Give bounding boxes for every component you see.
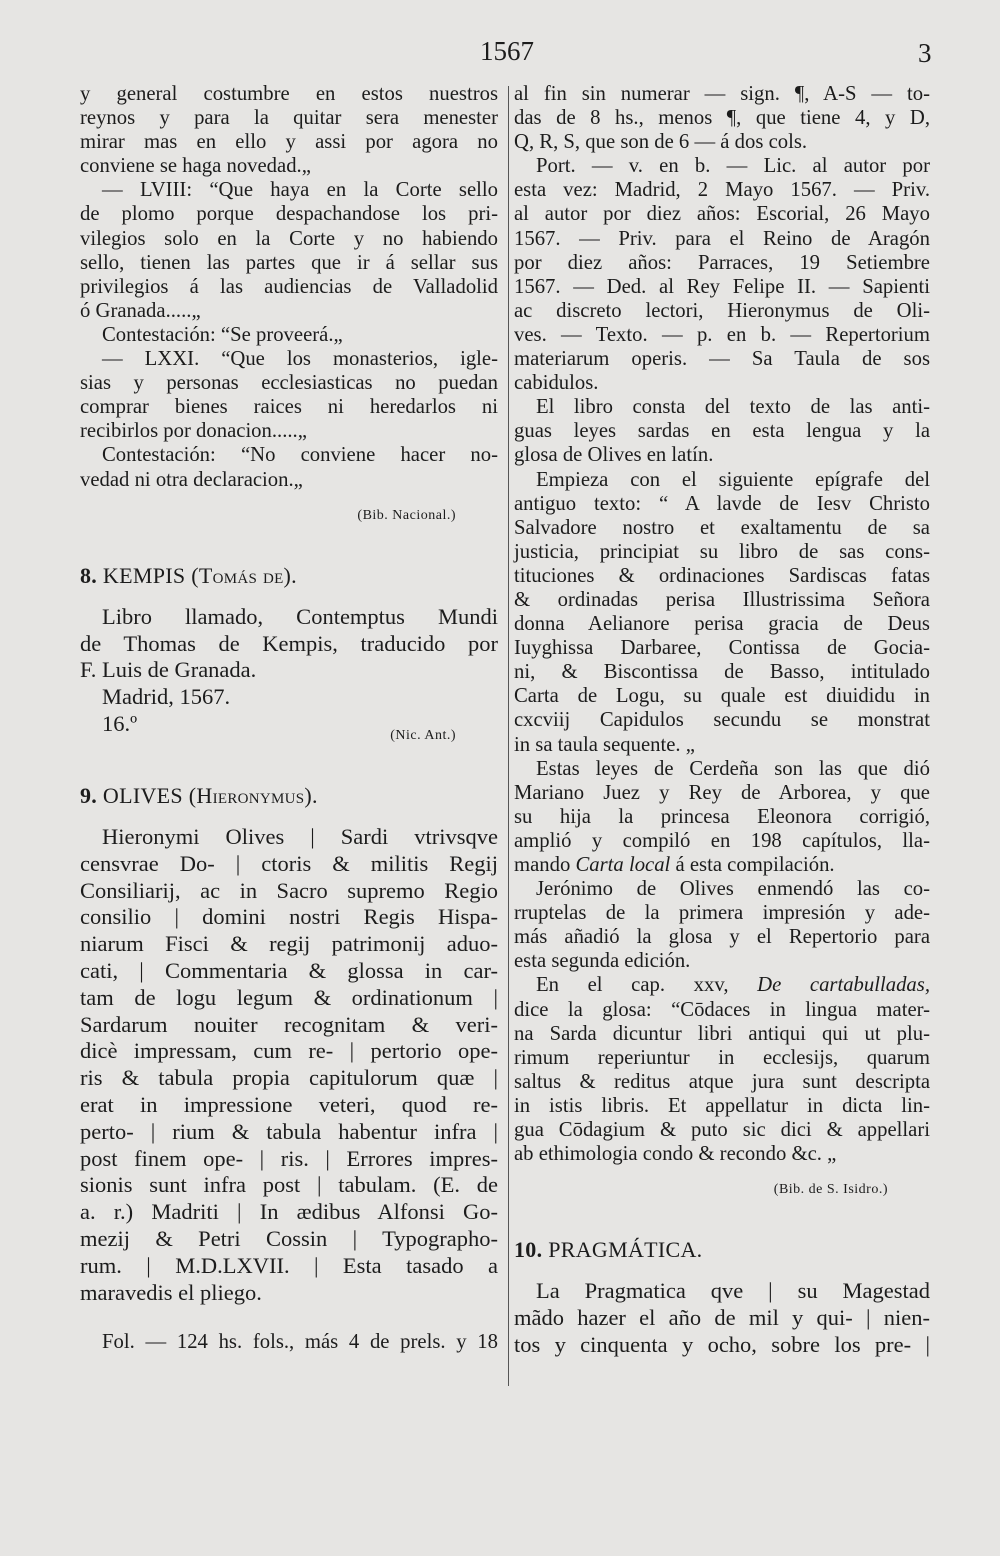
right-column xyxy=(514,82,930,1359)
text-line xyxy=(514,973,930,997)
entry-author-paren: (Tomás de). xyxy=(191,562,297,588)
text-line: Hieronymi Olives | Sardi vtrivsqve xyxy=(102,823,498,849)
text-line: 1567. — Ded. al Rey Felipe II. — Sapienti xyxy=(514,275,930,298)
text-line: cati, | Commentaria & glossa in car- xyxy=(80,957,498,983)
text-line: tos y cinquenta y ocho, sobre los pre- | xyxy=(514,1332,930,1357)
reply-2 xyxy=(80,443,498,491)
text-line: rimum reperiuntur in ecclesijs, quarum xyxy=(514,1046,930,1069)
paragraph-leyes xyxy=(514,757,930,877)
text-line: por diez años: Parraces, 19 Setiembre xyxy=(514,251,930,274)
collation-cont xyxy=(514,82,930,154)
text-line: rum. | M.D.LXVII. | Esta tasado a xyxy=(80,1252,498,1278)
text-line: cabidulos. xyxy=(514,372,599,395)
entry-author: OLIVES xyxy=(102,782,183,808)
text-line: Mariano Juez y Rey de Arborea, y que xyxy=(514,781,930,804)
page-header-year: 1567 xyxy=(480,36,534,66)
text-run: á esta compilación. xyxy=(675,854,835,876)
text-line: cxcviij Capidulos secundu se monstrat xyxy=(514,709,930,732)
reply-line: Contestación: “Se proveerá.„ xyxy=(102,323,343,346)
paragraph-epigrafe xyxy=(514,468,930,757)
entry-title: PRAGMÁTICA. xyxy=(548,1237,703,1263)
text-line: niarum Fisci & regij patrimonij aduo- xyxy=(80,931,498,957)
paragraph-lxxi xyxy=(80,347,498,443)
paragraph-jeronimo xyxy=(514,877,930,973)
entry-9-body xyxy=(80,824,498,1306)
text-line: antiguo texto: “ A lavde de Iesv Christo xyxy=(514,492,930,515)
text-line: Port. — v. en b. — Lic. al autor por xyxy=(536,155,930,178)
text-line: mezij & Petri Cossin | Typographo- xyxy=(80,1225,498,1251)
entry-number: 8. xyxy=(80,562,98,588)
entry-heading-10 xyxy=(514,1238,930,1266)
italic-title: Carta local xyxy=(575,854,671,876)
entry-author: KEMPIS xyxy=(102,562,186,588)
text-line: más añadió la glosa y el Repertorio para xyxy=(514,926,930,949)
text-line: Salvadore nostro et exaltamentu de sa xyxy=(514,516,930,539)
text-line: guas leyes sardas en esta lengua y la xyxy=(514,420,930,443)
text-line: das de 8 hs., menos ¶, que tiene 4, y D, xyxy=(514,107,930,130)
paragraph-cont xyxy=(80,82,498,178)
text-line: materiarum operis. — Sa Taula de sos xyxy=(514,348,930,371)
text-line: rruptelas de la primera impresión y ade- xyxy=(514,902,930,925)
text-line: su hija la princesa Eleonora corrigió, xyxy=(514,805,930,828)
text-line: F. Luis de Granada. xyxy=(80,657,257,683)
paragraph-port xyxy=(514,154,930,395)
text-line: Empieza con el siguiente epígrafe del xyxy=(536,468,930,491)
text-line: post finem ope- | ris. | Errores impres- xyxy=(80,1145,498,1171)
text-line: esta segunda edición. xyxy=(514,950,691,973)
text-line: al fin sin numerar — sign. ¶, A-S — to- xyxy=(514,83,930,105)
text-line: in istis libris. Et appellatur in dicta lin- xyxy=(514,1094,930,1117)
text-run: mando xyxy=(514,854,571,876)
text-line: ni, & Biscontissa de Basso, intitulado xyxy=(514,661,930,684)
collation-line: Fol. — 124 hs. fols., más 4 de prels. y 18 xyxy=(102,1331,498,1354)
text-line: de Thomas de Kempis, traducido por xyxy=(80,630,498,656)
source-citation: (Bib. Nacional.) xyxy=(357,507,456,523)
entry-heading-9 xyxy=(80,784,498,812)
text-line: ris & tabula propia capitulorum quæ | xyxy=(80,1065,498,1091)
left-column xyxy=(80,82,498,1354)
text-line: Contestación: “No conviene hacer no- xyxy=(102,444,498,467)
column-divider xyxy=(508,86,509,1386)
text-line: glosa de Olives en latín. xyxy=(514,444,714,467)
text-line: al autor por diez años: Escorial, 26 Mayo xyxy=(514,203,930,226)
text-line: vedad ni otra declaracion.„ xyxy=(80,468,303,491)
text-line: perto- | rium & tabula habentur infra | xyxy=(80,1118,498,1144)
text-line: sello, tienen las partes que ir á sellar sus xyxy=(80,251,498,274)
text-line: y general costumbre en estos nuestros xyxy=(80,83,498,105)
entry-8-body xyxy=(80,604,498,738)
text-line: Sardarum nouiter recognitam & veri- xyxy=(80,1011,498,1037)
text-line: — LVIII: “Que haya en la Corte sello xyxy=(102,179,498,202)
entry-author-paren: (Hieronymus). xyxy=(188,782,318,808)
text-line: Libro llamado, Contemptus Mundi xyxy=(102,603,498,629)
text-line: sionis sunt infra post | tabulam. (E. de xyxy=(80,1172,498,1198)
text-line: reynos y para la quitar sera menester xyxy=(80,107,498,130)
text-line: tituciones & ordinaciones Sardiscas fatas xyxy=(514,564,930,587)
text-line: saltus & reditus atque jura sunt descripta xyxy=(514,1070,930,1093)
text-line: recibirlos por donacion.....„ xyxy=(80,420,307,443)
text-line: mirar mas en ello y assi por agora no xyxy=(80,131,498,154)
text-line: La Pragmatica qve | su Magestad xyxy=(536,1278,930,1304)
text-line: sias y personas ecclesiasticas no puedan xyxy=(80,372,498,395)
text-line: privilegios á las audiencias de Valladolid xyxy=(80,275,498,298)
text-line: dice la glosa: “Cōdaces in lingua mater- xyxy=(514,998,930,1021)
paragraph-glosa xyxy=(514,973,930,1166)
text-line: ab ethimologia condo & recondo &c. „ xyxy=(514,1143,837,1166)
paragraph-libro xyxy=(514,395,930,467)
entry-10-body xyxy=(514,1278,930,1358)
text-line: censvrae Do- | ctoris & militis Regij xyxy=(80,850,498,876)
imprint-line: Madrid, 1567. xyxy=(102,684,231,710)
text-run: En el cap. xxv, xyxy=(536,974,729,997)
entry-heading-8 xyxy=(80,564,498,592)
text-line: Estas leyes de Cerdeña son las que dió xyxy=(536,757,930,780)
text-line: in sa taula sequente. „ xyxy=(514,733,695,756)
text-line: ó Granada.....„ xyxy=(80,299,201,322)
text-line: justicia, principiat su libro de sas cons- xyxy=(514,540,930,563)
text-line: ac discreto lectori, Hieronymus de Oli- xyxy=(514,299,930,322)
text-line: & ordinadas perisa Illustrissima Señora xyxy=(514,588,930,611)
paragraph-lviii xyxy=(80,178,498,323)
text-line: donna Aelianore perisa gracia de Deus xyxy=(514,613,930,636)
text-line: a. r.) Madriti | In ædibus Alfonsi Go- xyxy=(80,1199,498,1225)
entry-number: 10. xyxy=(514,1237,543,1263)
text-line: consilio | domini nostri Regis Hispa- xyxy=(80,904,498,930)
format-line: 16.º xyxy=(102,710,138,736)
text-line: Iuyghissa Darbaree, Contissa de Gocia- xyxy=(514,637,930,660)
text-line: Q, R, S, que son de 6 — á dos cols. xyxy=(514,131,808,154)
text-line: amplió y compiló en 198 capítulos, lla- xyxy=(514,829,930,852)
text-line: 1567. — Priv. para el Reino de Aragón xyxy=(514,227,930,250)
text-line: dicè impressam, cum re- | pertorio ope- xyxy=(80,1038,498,1064)
text-line xyxy=(514,853,930,877)
italic-title: De cartabulladas, xyxy=(757,974,930,997)
text-line: maravedis el pliego. xyxy=(80,1279,262,1305)
text-line: erat in impressione veteri, quod re- xyxy=(80,1091,498,1117)
text-line: Jerónimo de Olives enmendó las co- xyxy=(536,878,930,901)
page-number: 3 xyxy=(918,38,932,68)
text-line: Carta de Logu, su quale est diuididu in xyxy=(514,685,930,708)
text-line: Consiliarij, ac in Sacro supremo Regio xyxy=(80,877,498,903)
text-line: gua Cōdagium & puto sic dici & appellari xyxy=(514,1119,930,1142)
entry-number: 9. xyxy=(80,782,98,808)
text-line: esta vez: Madrid, 2 Mayo 1567. — Priv. xyxy=(514,179,930,202)
text-line: mãdo hazer el año de mil y qui- | nien- xyxy=(514,1305,930,1331)
source-citation: (Nic. Ant.) xyxy=(390,727,456,743)
text-line: — LXXI. “Que los monasterios, igle- xyxy=(102,348,498,371)
text-line: conviene se haga novedad.„ xyxy=(80,155,311,178)
text-line: tam de logu legum & ordinationum | xyxy=(80,984,498,1010)
text-line: vilegios solo en la Corte y no habiendo xyxy=(80,227,498,250)
text-line: comprar bienes raices ni heredarlos ni xyxy=(80,396,498,419)
source-citation: (Bib. de S. Isidro.) xyxy=(773,1182,888,1198)
text-line: na Sarda dicuntur libri antiqui qui ut plu- xyxy=(514,1022,930,1045)
text-line: de plomo porque despachandose los pri- xyxy=(80,203,498,226)
text-line: El libro consta del texto de las anti- xyxy=(536,396,930,419)
text-line: ves. — Texto. — p. en b. — Repertorium xyxy=(514,323,930,346)
